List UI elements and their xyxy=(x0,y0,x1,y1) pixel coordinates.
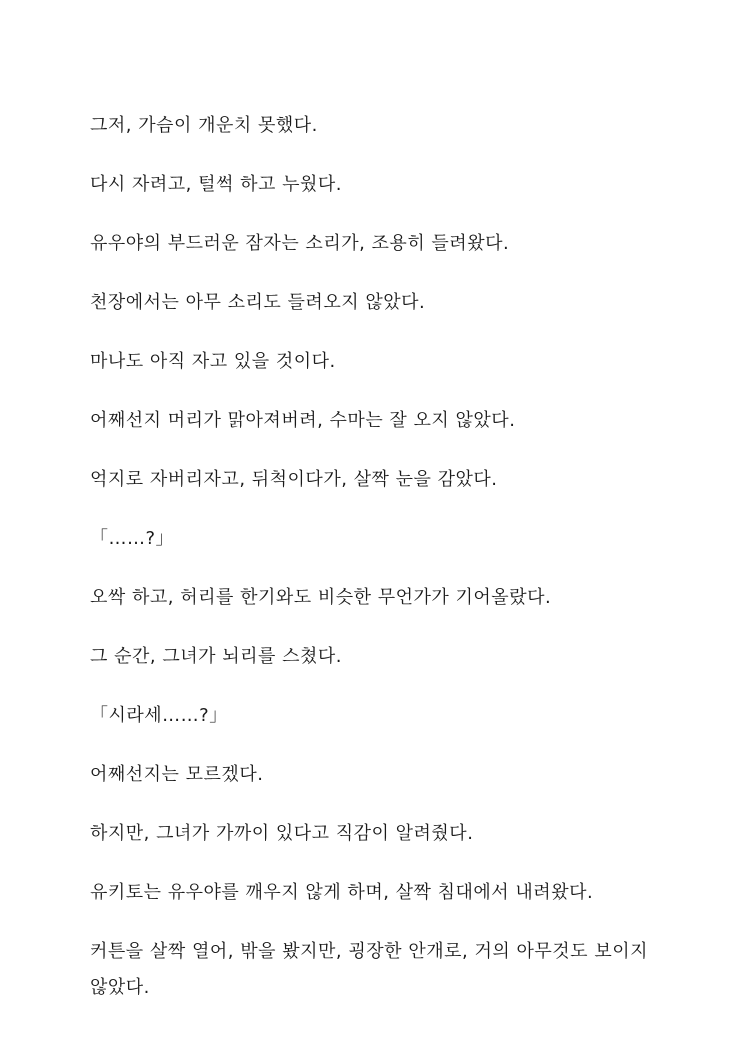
paragraph-4: 천장에서는 아무 소리도 들려오지 않았다. xyxy=(90,292,426,313)
paragraph-14: 유키토는 유우야를 깨우지 않게 하며, 살짝 침대에서 내려왔다. xyxy=(90,882,594,903)
paragraph-15: 커튼을 살짝 열어, 밖을 봤지만, 굉장한 안개로, 거의 아무것도 보이지 않았다. xyxy=(90,941,648,998)
paragraph-2: 다시 자려고, 털썩 하고 누웠다. xyxy=(90,174,342,195)
paragraph-8: 「……?」 xyxy=(90,528,175,549)
paragraph-11: 「시라세……?」 xyxy=(90,705,228,726)
paragraph-13: 하지만, 그녀가 가까이 있다고 직감이 알려줬다. xyxy=(90,823,474,844)
paragraph-6: 어째선지 머리가 맑아져버려, 수마는 잘 오지 않았다. xyxy=(90,410,516,431)
paragraph-10: 그 순간, 그녀가 뇌리를 스쳤다. xyxy=(90,646,342,667)
paragraph-7: 억지로 자버리자고, 뒤척이다가, 살짝 눈을 감았다. xyxy=(90,469,498,490)
paragraph-9: 오싹 하고, 허리를 한기와도 비슷한 무언가가 기어올랐다. xyxy=(90,587,552,608)
paragraph-1: 그저, 가슴이 개운치 못했다. xyxy=(90,115,318,136)
paragraph-12: 어째선지는 모르겠다. xyxy=(90,764,264,785)
paragraph-3: 유우야의 부드러운 잠자는 소리가, 조용히 들려왔다. xyxy=(90,233,510,254)
paragraph-5: 마나도 아직 자고 있을 것이다. xyxy=(90,351,336,372)
